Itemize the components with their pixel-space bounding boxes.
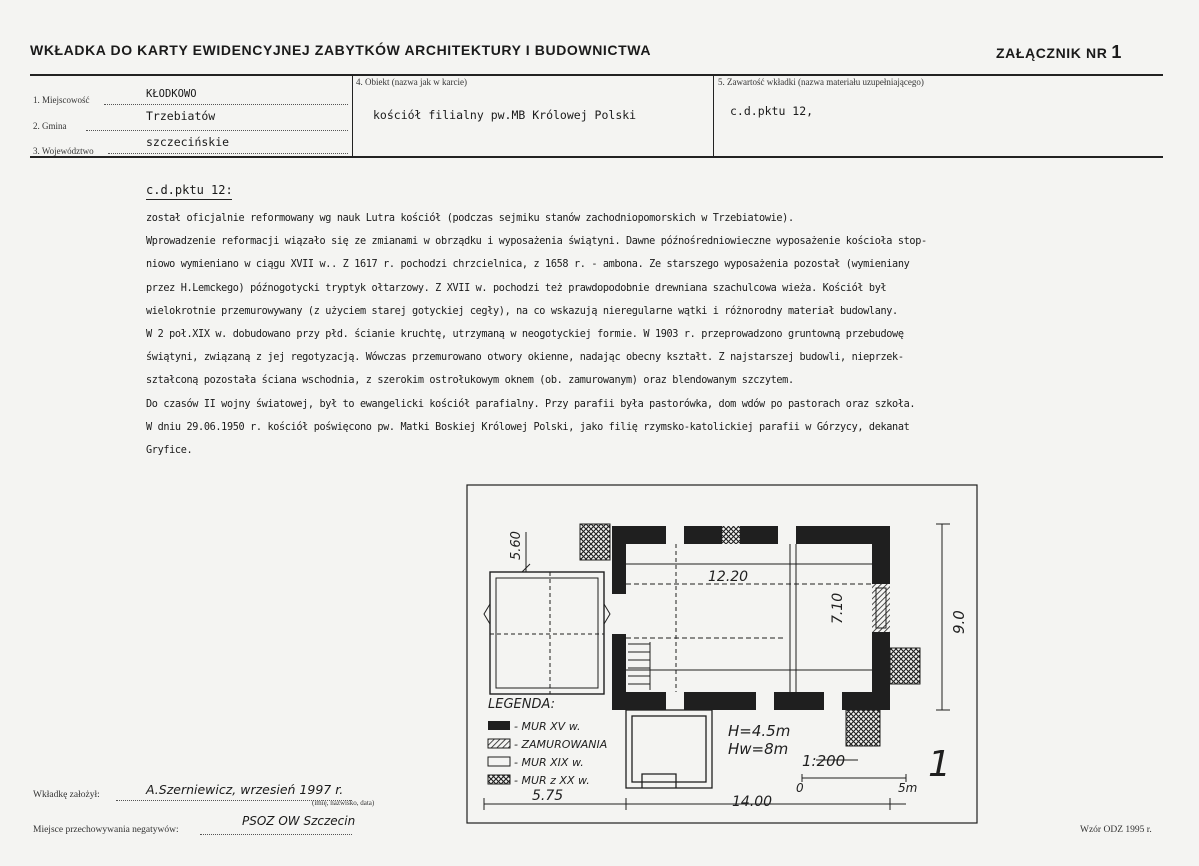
- section-heading: c.d.pktu 12:: [146, 183, 233, 197]
- plan-number: 1: [928, 744, 951, 785]
- body-line: ształconą pozostała ściana wschodnia, z szerokim ostrołukowym oknem (ob. zamurowanym) oraz blendowanym szczytem.: [146, 375, 794, 387]
- author-label: Wkładkę założył:: [33, 790, 100, 800]
- buttress-se: [846, 710, 880, 746]
- locality-underline: [104, 104, 348, 105]
- document-title: WKŁADKA DO KARTY EWIDENCYJNEJ ZABYTKÓW ARCHITEKTURY I BUDOWNICTWA: [30, 42, 652, 58]
- body-line: Wprowadzenie reformacji wiązało się ze zmianami w obrządku i wyposażenia świątyni. Dawne późnośredniowieczne wyposażenie kościoła stop-: [146, 236, 927, 248]
- dim-total-width: 9.0: [950, 610, 968, 634]
- body-line: świątyni, związaną z jej regotyzacją. Wówczas przemurowano otwory okienne, nadając obecny kształt. Z najstarszej budowli, nieprzek-: [146, 352, 904, 364]
- buttress-e: [890, 648, 920, 684]
- legend-item: - MUR XV w.: [514, 720, 581, 733]
- commune-label: 2. Gmina: [33, 121, 67, 131]
- negatives-value: PSOZ OW Szczecin: [242, 814, 356, 828]
- section-heading-underline: [146, 199, 232, 200]
- commune-value: Trzebiatów: [146, 109, 216, 123]
- scale-end: 5m: [898, 781, 918, 795]
- header-bottom-rule: [30, 156, 1163, 158]
- content-label: 5. Zawartość wkładki (nazwa materiału uzupełniającego): [718, 77, 924, 87]
- legend-swatch-empty: [488, 757, 510, 766]
- legend-swatch-crosshatch: [488, 775, 510, 784]
- header-top-rule: [30, 74, 1163, 76]
- locality-label: 1. Miejscowość: [33, 95, 90, 105]
- author-value: A.Szerniewicz, wrzesień 1997 r.: [146, 782, 344, 797]
- body-text: [146, 207, 1086, 462]
- body-line: został oficjalnie reformowany wg nauk Lutra kościół (podczas sejmiku stanów zachodniopomorskich w Trzebiatowie).: [146, 213, 794, 224]
- dim-nave-length: 12.20: [708, 569, 749, 585]
- author-hint: (imię, nazwisko, data): [312, 799, 375, 807]
- voivodeship-underline: [108, 153, 348, 154]
- annex-label-text: ZAŁĄCZNIK NR: [996, 45, 1108, 61]
- dim-tower-offset: 5.75: [532, 788, 564, 804]
- form-id: Wzór ODZ 1995 r.: [1080, 825, 1152, 835]
- body-line: wielokrotnie przemurowywany (z użyciem starej gotyckiej cegły), na co wskazują nieregularne wątki i różnorodny materiał budowlany.: [146, 305, 898, 317]
- legend-item: - ZAMUROWANIA: [514, 738, 608, 751]
- legend-swatch-solid: [488, 721, 510, 730]
- dim-nave-width: 7.10: [830, 592, 846, 624]
- height-hw: Hw=8m: [728, 740, 789, 758]
- porch: [626, 710, 712, 788]
- voivodeship-label: 3. Województwo: [33, 146, 94, 156]
- scale-ratio: 1:200: [802, 752, 846, 770]
- body-line: W dniu 29.06.1950 r. kościół poświęcono pw. Matki Boskiej Królowej Polski, jako filię rzymsko-katolickiej parafii w Górzycy, dekanat: [146, 421, 910, 433]
- legend-item: - MUR XIX w.: [514, 756, 584, 769]
- scale-start: 0: [796, 781, 804, 795]
- legend-swatch-hatch: [488, 739, 510, 748]
- floor-plan: [466, 484, 978, 824]
- tower: [484, 572, 610, 694]
- content-value: c.d.pktu 12,: [730, 104, 814, 118]
- header-divider-2: [713, 74, 714, 157]
- annex-label: [996, 42, 1122, 63]
- nave-walls: [612, 526, 890, 710]
- body-line: przez H.Lemckego) późnogotycki tryptyk ołtarzowy. Z XVII w. pochodzi też prawdopodobnie drewniana szachulcowa wieża. Kościół był: [146, 282, 887, 294]
- dim-total-length: 14.00: [732, 794, 773, 810]
- legend-item: - MUR z XX w.: [514, 774, 590, 787]
- negatives-underline: [200, 834, 352, 835]
- body-line: W 2 poł.XIX w. dobudowano przy płd. ścianie kruchtę, utrzymaną w neogotyckiej formie. W 1903 r. przeprowadzono gruntowną przebudowę: [146, 328, 904, 340]
- header-divider-1: [352, 74, 353, 157]
- height-h: H=4.5m: [728, 722, 791, 740]
- buttress-nw: [580, 524, 610, 560]
- object-value: kościół filialny pw.MB Królowej Polski: [373, 108, 637, 122]
- annex-number: 1: [1111, 42, 1123, 62]
- commune-underline: [86, 130, 348, 131]
- negatives-label: Miejsce przechowywania negatywów:: [33, 825, 179, 835]
- object-label: 4. Obiekt (nazwa jak w karcie): [356, 77, 467, 87]
- legend-title: LEGENDA:: [488, 697, 555, 712]
- body-line: Do czasów II wojny światowej, był to ewangelicki kościół parafialny. Przy parafii była pastorówka, dom wdów po pastorach oraz szkoła.: [146, 398, 916, 410]
- stairs: [628, 642, 650, 690]
- voivodeship-value: szczecińskie: [146, 135, 230, 149]
- legend: [488, 697, 607, 787]
- body-line: niowo wymieniano w ciągu XVII w.. Z 1617 r. pochodzi chrzcielnica, z 1658 r. - ambona. Ze starszego wyposażenia pozostał (wymieniany: [146, 259, 910, 271]
- body-line: Gryfice.: [146, 444, 193, 456]
- locality-value: KŁODKOWO: [146, 88, 197, 100]
- dim-tower-size: 5.60: [509, 531, 524, 560]
